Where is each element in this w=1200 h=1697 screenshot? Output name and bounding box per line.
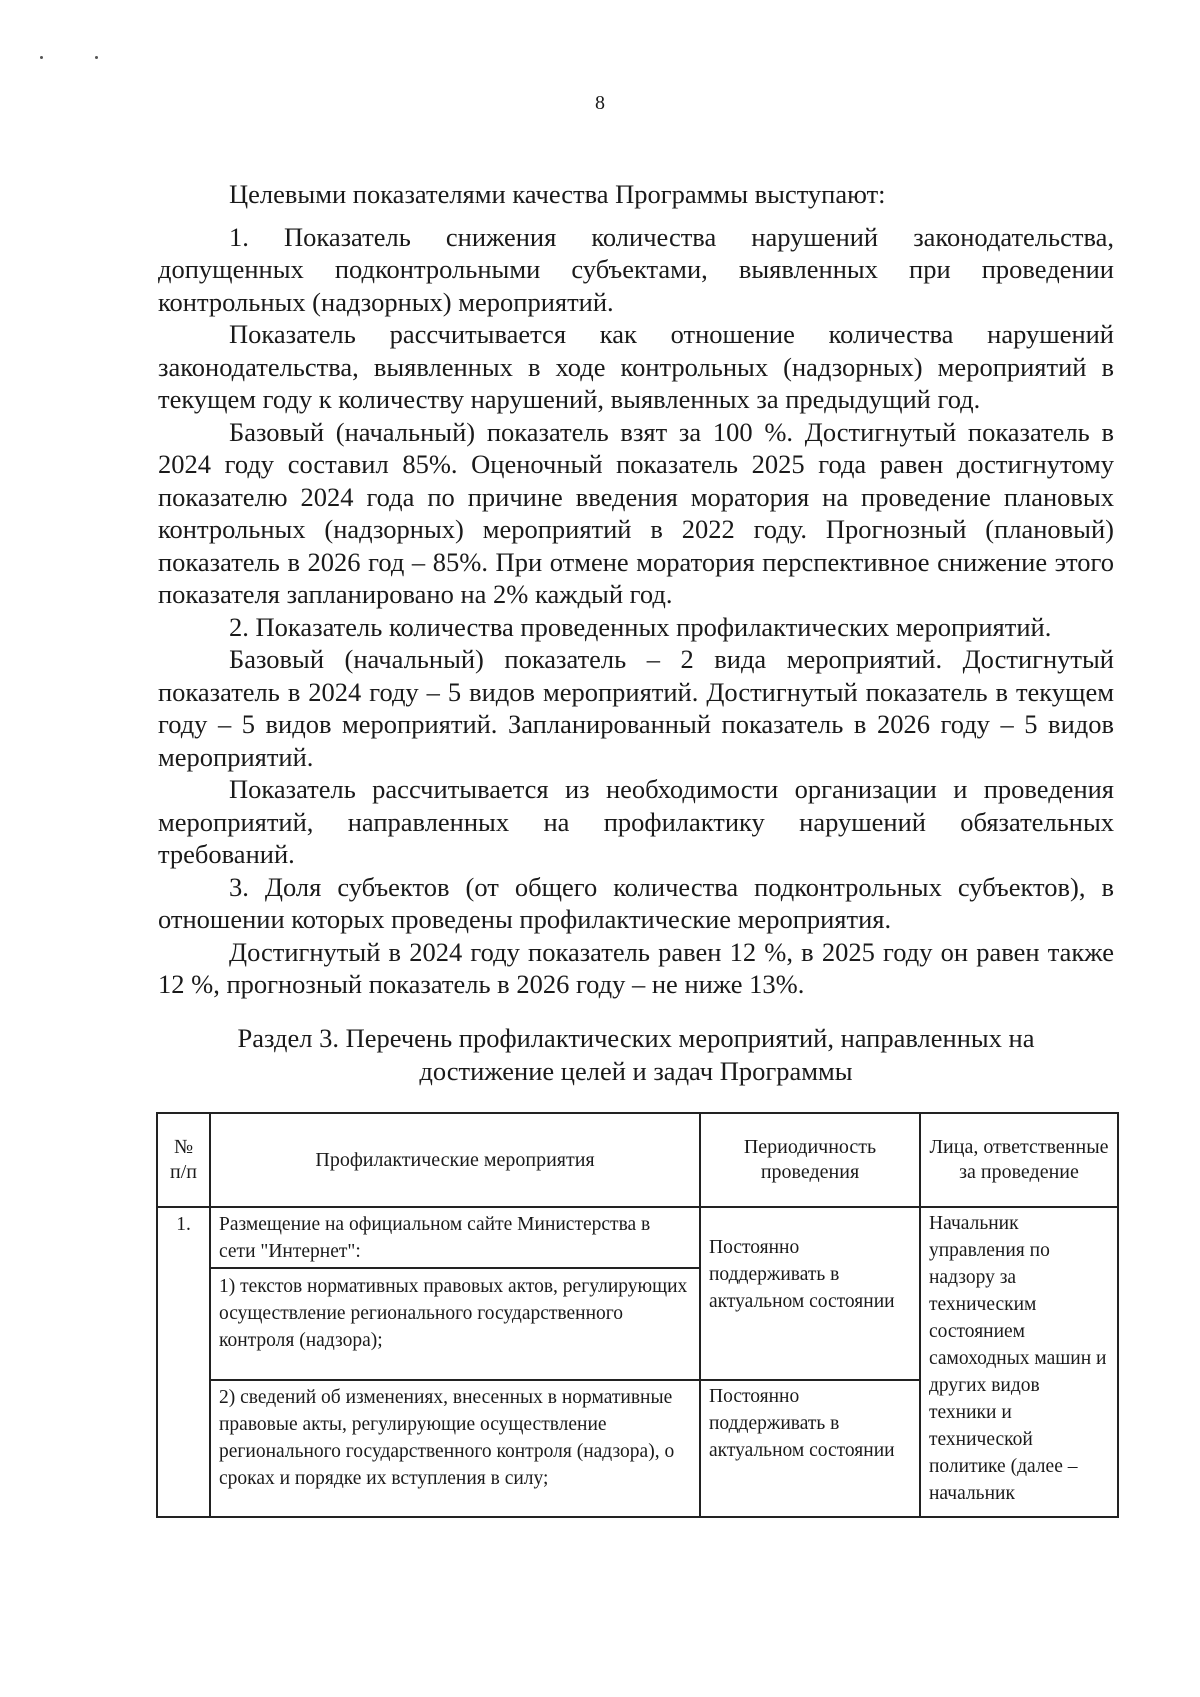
scan-mark bbox=[40, 56, 43, 59]
section-title-line2: достижение целей и задач Программы bbox=[419, 1056, 853, 1086]
activity-item-2: 2) сведений об изменениях, внесенных в нормативные правовые акты, регулирующие осуществление регионального государственного контроля (надзора), о сроках и порядке их вступления в силу; bbox=[210, 1380, 700, 1517]
section-title bbox=[158, 1022, 1114, 1088]
section-title-line1: Раздел 3. Перечень профилактических мероприятий, направленных на bbox=[237, 1023, 1035, 1053]
paragraph: Показатель рассчитывается из необходимости организации и проведения мероприятий, направленных на профилактику нарушений обязательных требований. bbox=[158, 774, 1114, 869]
scan-mark bbox=[95, 56, 98, 59]
body-text bbox=[158, 178, 1114, 1001]
paragraph: 2. Показатель количества проведенных профилактических мероприятий. bbox=[229, 611, 1052, 642]
paragraph: Базовый (начальный) показатель взят за 100 %. Достигнутый показатель в 2024 году составил 85%. Оценочный показатель 2025 года равен достигнутому показателю 2024 года по причине введения моратория на проведение плановых контрольных (надзорных) мероприятий в 2022 году. Прогнозный (плановый) показатель в 2026 год – 85%. При отмене моратория перспективное снижение этого показателя запланировано на 2% каждый год. bbox=[158, 416, 1114, 609]
header-num: № п/п bbox=[157, 1113, 210, 1207]
paragraph: Базовый (начальный) показатель – 2 вида мероприятий. Достигнутый показатель в 2024 году – 5 видов мероприятий. Достигнутый показатель в текущем году – 5 видов мероприятий. Запланированный показатель в 2026 году – 5 видов мероприятий. bbox=[158, 644, 1114, 772]
header-activities: Профилактические мероприятия bbox=[210, 1113, 700, 1207]
periodicity-cell: Постоянно поддерживать в актуальном состоянии bbox=[700, 1207, 920, 1380]
paragraph-intro: Целевыми показателями качества Программы выступают: bbox=[229, 179, 886, 209]
periodicity-cell: Постоянно поддерживать в актуальном состоянии bbox=[700, 1380, 920, 1517]
activities-table bbox=[156, 1112, 1119, 1518]
header-responsible: Лица, ответственные за проведение bbox=[920, 1113, 1118, 1207]
paragraph: Показатель рассчитывается как отношение количества нарушений законодательства, выявленных в ходе контрольных (надзорных) мероприятий в текущем году к количеству нарушений, выявленных за предыдущий год. bbox=[158, 319, 1114, 414]
header-periodicity: Периодичность проведения bbox=[700, 1113, 920, 1207]
paragraph: 3. Доля субъектов (от общего количества подконтрольных субъектов), в отношении которых проведены профилактические мероприятия. bbox=[158, 871, 1114, 934]
paragraph: 1. Показатель снижения количества нарушений законодательства, допущенных подконтрольными субъектами, выявленных при проведении контрольных (надзорных) мероприятий. bbox=[158, 221, 1114, 317]
responsible-cell: Начальник управления по надзору за техническим состоянием самоходных машин и других видов техники и технической политике (далее – начальник bbox=[920, 1207, 1118, 1517]
activity-item-1: 1) текстов нормативных правовых актов, регулирующих осуществление регионального государственного контроля (надзора); bbox=[210, 1268, 700, 1380]
page-number: 8 bbox=[595, 92, 605, 114]
paragraph: Достигнутый в 2024 году показатель равен 12 %, в 2025 году он равен также 12 %, прогнозный показатель в 2026 году – не ниже 13%. bbox=[158, 936, 1114, 999]
activity-intro: Размещение на официальном сайте Министерства в сети "Интернет": bbox=[210, 1207, 700, 1268]
row-number: 1. bbox=[157, 1207, 210, 1517]
